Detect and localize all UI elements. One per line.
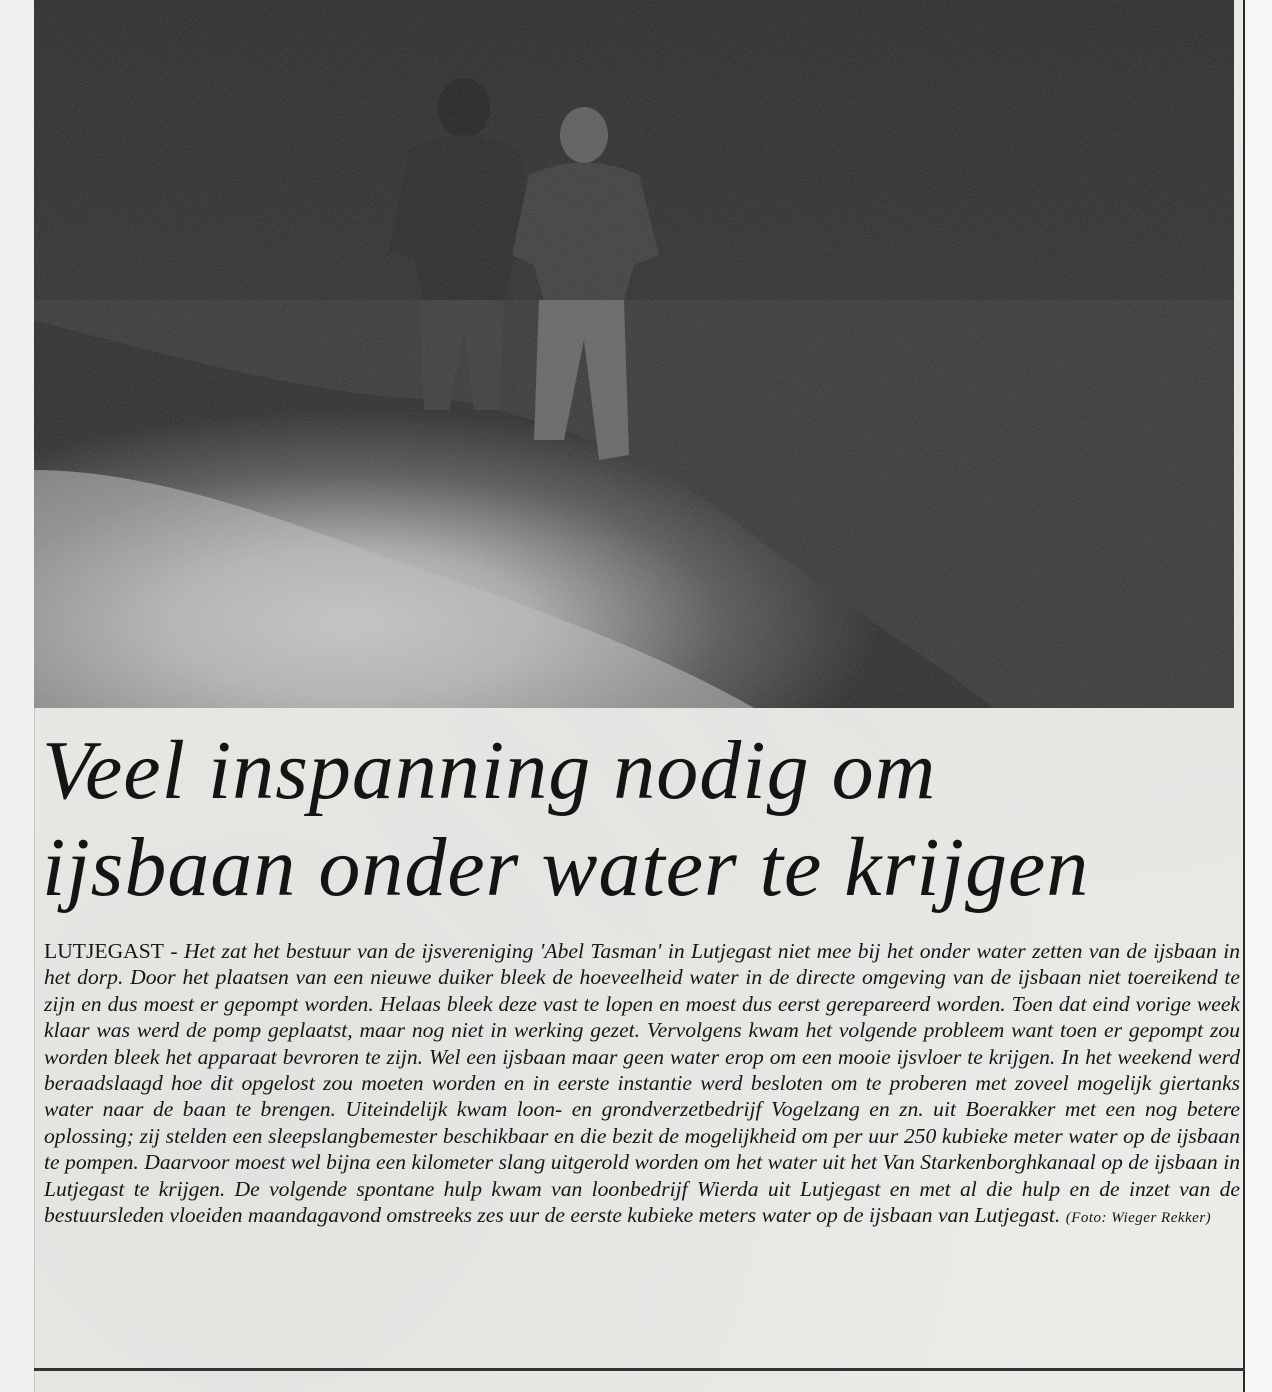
- article-headline: [42, 722, 1237, 916]
- clipping-left-margin: [0, 0, 35, 1392]
- news-photo: [34, 0, 1234, 708]
- dateline: LUTJEGAST: [44, 939, 164, 963]
- headline-line-2: ijsbaan onder water te krijgen: [42, 821, 1090, 914]
- headline-line-1: Veel inspanning nodig om: [42, 724, 937, 817]
- bottom-rule: [34, 1368, 1245, 1371]
- article-body-text: - Het zat het bestuur van de ijsvereniging 'Abel Tasman' in Lutjegast niet mee bij het onder water zetten van de ijsbaan in het dorp. Door het plaatsen van een nieuwe duiker bleek de hoeveelheid water in de directe omgeving van de ijsbaan niet toereikend te zijn en dus moest er gepompt worden. Helaas bleek deze vast te lopen en moest dus eerst gerepareerd worden. Toen dat eind vorige week klaar was werd de pomp geplaatst, maar nog niet in werking gezet. Vervolgens kwam het volgende probleem want toen er gepompt zou worden bleek het apparaat bevroren te zijn. Wel een ijsbaan maar geen water erop om een mooie ijsvloer te krijgen. In het weekend werd beraadslaagd hoe dit opgelost zou moeten worden en in eerste instantie werd besloten om te proberen met zoveel mogelijk giertanks water naar de baan te brengen. Uiteindelijk kwam loon- en grondverzetbedrijf Vogelzang en zn. uit Boerakker met een nog betere oplossing; zij stelden een sleepslangbemester beschikbaar en die bezit de mogelijkheid om per uur 250 kubieke meter water op de ijsbaan te pompen. Daarvoor moest wel bijna een kilometer slang uitgerold worden om het water uit het Van Starkenborghkanaal op de ijsbaan in Lutjegast te krijgen. De volgende spontane hulp kwam van loonbedrijf Wierda uit Lutjegast en met al die hulp en de inzet van de bestuursleden vloeiden maandagavond omstreeks zes uur de eerste kubieke meters water op de ijsbaan van Lutjegast.: [44, 939, 1240, 1228]
- article-body: [44, 938, 1240, 1231]
- clipping-right-margin: [1243, 0, 1272, 1392]
- photo-two-men-at-ice-rink-night: [34, 0, 1234, 708]
- photo-credit: (Foto: Wieger Rekker): [1065, 1210, 1212, 1227]
